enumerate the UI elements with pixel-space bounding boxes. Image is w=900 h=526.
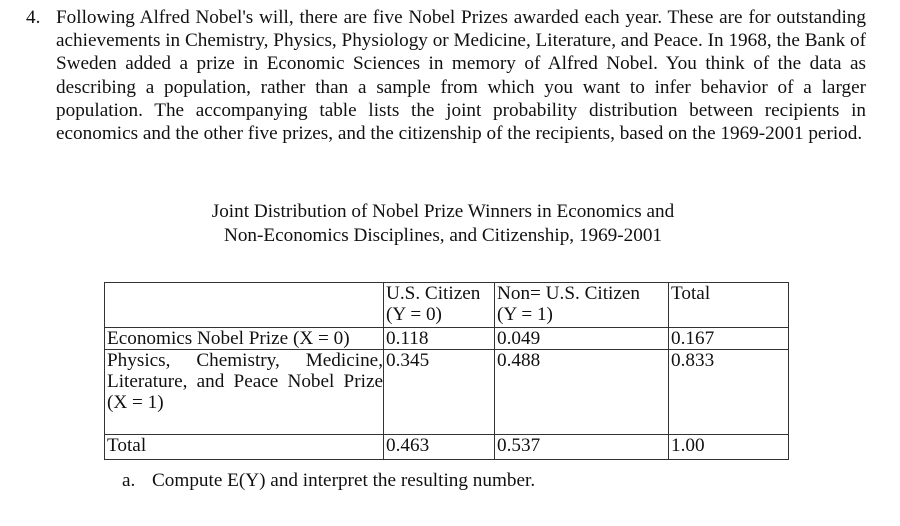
joint-distribution-table bbox=[104, 282, 789, 460]
cell-us-citizen: 0.345 bbox=[384, 350, 495, 435]
header-us-citizen-label: U.S. Citizen bbox=[386, 283, 481, 304]
cell-us-citizen: 0.463 bbox=[384, 435, 495, 460]
header-us-citizen-variable: (Y = 0) bbox=[386, 304, 442, 325]
header-non-us-citizen bbox=[495, 283, 669, 328]
table-caption bbox=[0, 200, 900, 248]
cell-us-citizen: 0.118 bbox=[384, 328, 495, 350]
table-total-row bbox=[105, 435, 789, 460]
question-number: 4. bbox=[26, 7, 41, 28]
caption-line-2: Non-Economics Disciplines, and Citizenship, 1969-2001 bbox=[223, 225, 663, 246]
cell-total: 0.167 bbox=[669, 328, 789, 350]
question-text: Following Alfred Nobel's will, there are five Nobel Prizes awarded each year. These are for outstanding achievements in Chemistry, Physics, Physiology or Medicine, Literature, and Peace. In 1968, the Bank of Sweden added a prize in Economic Sciences in memory of Alfred Nobel. You think of the data as describing a population, rather than a sample from which you want to infer behavior of a larger population. The accompanying table lists the joint probability distribution between recipients in economics and the other five prizes, and the citizenship of the recipients, based on the 1969-2001 period. bbox=[56, 7, 866, 145]
subquestion-letter: a. bbox=[122, 470, 136, 491]
row-label: Economics Nobel Prize (X = 0) bbox=[105, 328, 384, 350]
cell-non-us-citizen: 0.049 bbox=[495, 328, 669, 350]
cell-non-us-citizen: 0.488 bbox=[495, 350, 669, 435]
row-label: Total bbox=[105, 435, 384, 460]
cell-total: 0.833 bbox=[669, 350, 789, 435]
table-row bbox=[105, 350, 789, 435]
header-total: Total bbox=[669, 283, 789, 328]
table-header-row bbox=[105, 283, 789, 328]
subquestion-a bbox=[122, 470, 535, 492]
cell-total: 1.00 bbox=[669, 435, 789, 460]
header-us-citizen bbox=[384, 283, 495, 328]
table-row bbox=[105, 328, 789, 350]
header-empty-cell bbox=[105, 283, 384, 328]
header-non-us-citizen-label: Non= U.S. Citizen bbox=[497, 283, 640, 304]
header-non-us-citizen-variable: (Y = 1) bbox=[497, 304, 553, 325]
row-label: Physics, Chemistry, Medicine, Literature, and Peace Nobel Prize (X = 1) bbox=[105, 350, 384, 435]
subquestion-text: Compute E(Y) and interpret the resulting number. bbox=[152, 470, 536, 491]
caption-line-1: Joint Distribution of Nobel Prize Winners in Economics and bbox=[211, 201, 675, 222]
problem-statement bbox=[26, 6, 866, 145]
cell-non-us-citizen: 0.537 bbox=[495, 435, 669, 460]
